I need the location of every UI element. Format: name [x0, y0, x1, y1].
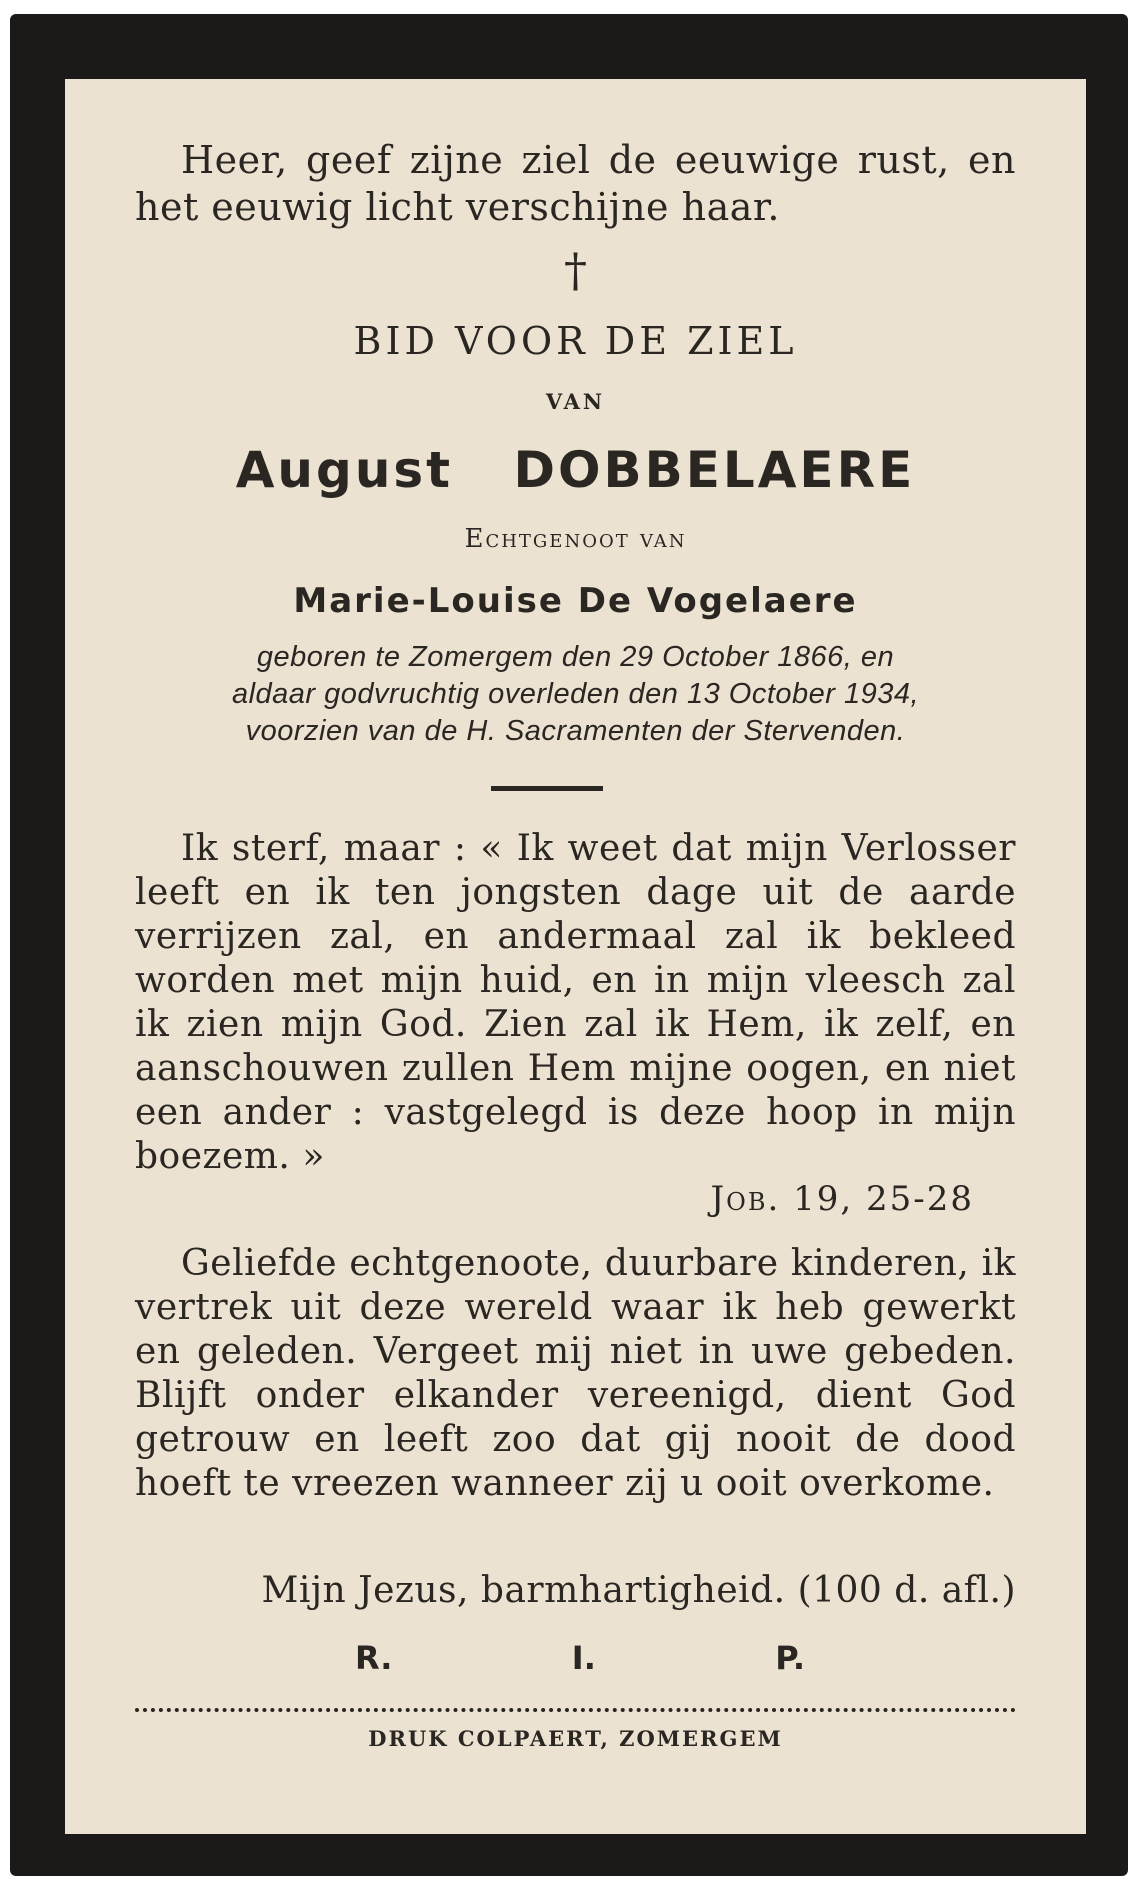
heading-bid-voor-de-ziel: BID VOOR DE ZIEL — [353, 319, 798, 363]
divider-rule — [491, 786, 603, 791]
biography — [65, 639, 1086, 750]
cross-icon: † — [564, 243, 587, 297]
bio-line: aldaar godvruchtig overleden den 13 October 1934, — [231, 678, 920, 710]
rip-letter: I. — [571, 1639, 596, 1677]
bio-line: voorzien van de H. Sacramenten der Stervenden. — [245, 715, 906, 747]
deceased-name: August DOBBELAERE — [235, 441, 916, 499]
card-paper — [65, 79, 1086, 1834]
mourning-card — [10, 14, 1128, 1876]
scripture-quote: Ik sterf, maar : « Ik weet dat mijn Verlosser leeft en ik ten jongsten dage uit de aarde verrijzen zal, en andermaal zal ik bekleed worden met mijn huid, en in mijn vleesch zal ik zien mijn God. Zien zal ik Hem, ik zelf, en aanschouwen zullen Hem mijne oogen, en niet een ander : vastgelegd is deze hoop in mijn boezem. » — [135, 828, 1016, 1177]
farewell-text: Geliefde echtgenoote, duurbare kinderen, ik vertrek uit deze wereld waar ik heb gewerkt en geleden. Vergeet mij niet in uwe gebeden. Blijft onder elkander vereenigd, dient God getrouw en leeft zoo dat gij nooit de dood hoeft te vreezen wanneer zij u ooit overkome. — [135, 1243, 1016, 1504]
dotted-divider — [135, 1708, 1016, 1712]
scripture-reference: Job. 19, 25-28 — [710, 1179, 974, 1219]
printer-credit: DRUK COLPAERT, ZOMERGEM — [368, 1726, 783, 1751]
bio-line: geboren te Zomergem den 29 October 1866, en — [256, 641, 895, 673]
rip-letter: R. — [355, 1639, 393, 1677]
opening-prayer: Heer, geef zijne ziel de eeuwige rust, en het eeuwig licht verschijne haar. — [135, 138, 1016, 229]
rip-line — [355, 1639, 805, 1677]
rip-letter: P. — [775, 1639, 805, 1677]
invocation: Mijn Jezus, barmhartigheid. (100 d. afl.) — [261, 1570, 1016, 1611]
spouse-name: Marie-Louise De Vogelaere — [293, 581, 858, 621]
van-label: VAN — [545, 389, 606, 414]
spouse-label: Echtgenoot van — [464, 524, 687, 554]
